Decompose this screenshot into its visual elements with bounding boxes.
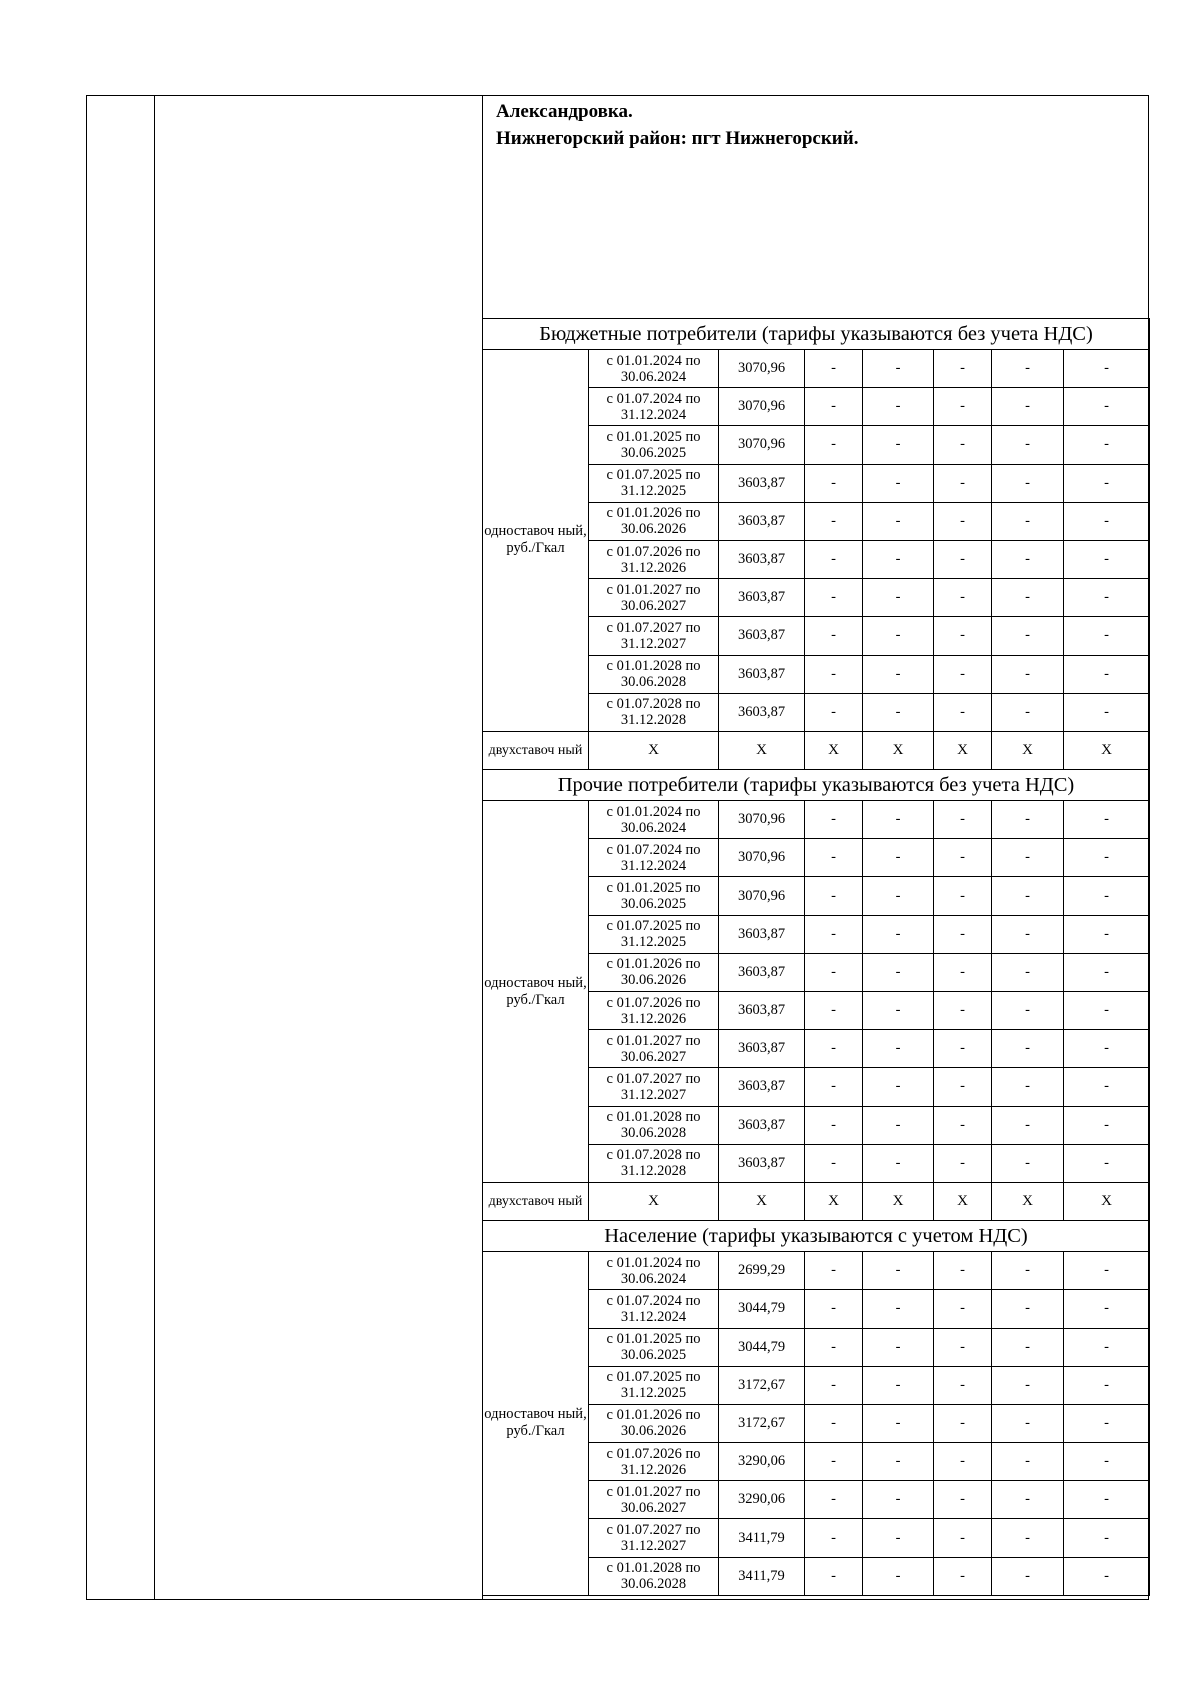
empty-dash-cell: - — [863, 1030, 934, 1068]
empty-dash-cell: - — [805, 1290, 863, 1328]
not-applicable-cell: Х — [719, 731, 805, 769]
empty-dash-cell: - — [1064, 1144, 1150, 1182]
empty-dash-cell: - — [805, 693, 863, 731]
not-applicable-cell: Х — [805, 1182, 863, 1220]
empty-dash-cell: - — [863, 839, 934, 877]
empty-dash-cell: - — [934, 1252, 992, 1290]
period-cell: с 01.07.2028 по 31.12.2028 — [589, 693, 719, 731]
empty-dash-cell: - — [805, 1443, 863, 1481]
empty-dash-cell: - — [934, 540, 992, 578]
empty-dash-cell: - — [934, 388, 992, 426]
empty-dash-cell: - — [805, 617, 863, 655]
empty-dash-cell: - — [1064, 655, 1150, 693]
tariff-type-two-part: двухставоч ный — [483, 731, 589, 769]
period-cell: с 01.01.2024 по 30.06.2024 — [589, 350, 719, 388]
empty-dash-cell: - — [805, 1557, 863, 1595]
period-cell: с 01.01.2025 по 30.06.2025 — [589, 1328, 719, 1366]
tariff-value-cell: 3603,87 — [719, 1030, 805, 1068]
table-row — [483, 801, 1150, 839]
empty-dash-cell: - — [992, 540, 1064, 578]
empty-dash-cell: - — [805, 1481, 863, 1519]
empty-dash-cell: - — [934, 1481, 992, 1519]
empty-dash-cell: - — [805, 1519, 863, 1557]
table-row — [483, 1252, 1150, 1290]
empty-dash-cell: - — [863, 1252, 934, 1290]
period-cell: с 01.01.2028 по 30.06.2028 — [589, 1557, 719, 1595]
empty-dash-cell: - — [805, 877, 863, 915]
empty-dash-cell: - — [863, 1106, 934, 1144]
empty-dash-cell: - — [863, 1328, 934, 1366]
empty-dash-cell: - — [992, 617, 1064, 655]
empty-dash-cell: - — [1064, 1443, 1150, 1481]
empty-dash-cell: - — [992, 1443, 1064, 1481]
tariff-value-cell: 3070,96 — [719, 426, 805, 464]
empty-dash-cell: - — [805, 655, 863, 693]
empty-dash-cell: - — [805, 426, 863, 464]
empty-dash-cell: - — [992, 839, 1064, 877]
tariff-value-cell: 3603,87 — [719, 617, 805, 655]
empty-dash-cell: - — [863, 388, 934, 426]
tariff-value-cell: 3044,79 — [719, 1328, 805, 1366]
empty-dash-cell: - — [805, 1106, 863, 1144]
empty-dash-cell: - — [1064, 617, 1150, 655]
section-header-row — [483, 319, 1150, 350]
empty-dash-cell: - — [863, 540, 934, 578]
period-cell: с 01.01.2024 по 30.06.2024 — [589, 801, 719, 839]
period-cell: с 01.01.2025 по 30.06.2025 — [589, 877, 719, 915]
empty-dash-cell: - — [805, 915, 863, 953]
empty-dash-cell: - — [992, 464, 1064, 502]
period-cell: с 01.01.2025 по 30.06.2025 — [589, 426, 719, 464]
empty-dash-cell: - — [805, 1366, 863, 1404]
empty-dash-cell: - — [992, 579, 1064, 617]
empty-dash-cell: - — [934, 1106, 992, 1144]
period-cell: с 01.07.2024 по 31.12.2024 — [589, 839, 719, 877]
not-applicable-cell: Х — [589, 1182, 719, 1220]
empty-dash-cell: - — [934, 1443, 992, 1481]
tariff-value-cell: 3603,87 — [719, 992, 805, 1030]
empty-dash-cell: - — [805, 1068, 863, 1106]
period-cell: с 01.07.2026 по 31.12.2026 — [589, 992, 719, 1030]
empty-dash-cell: - — [863, 655, 934, 693]
period-cell: с 01.07.2024 по 31.12.2024 — [589, 1290, 719, 1328]
tariff-value-cell: 3603,87 — [719, 693, 805, 731]
empty-dash-cell: - — [934, 801, 992, 839]
empty-dash-cell: - — [992, 953, 1064, 991]
header-line-1: Александровка. — [496, 101, 633, 122]
empty-dash-cell: - — [863, 1290, 934, 1328]
period-cell: с 01.07.2027 по 31.12.2027 — [589, 617, 719, 655]
empty-dash-cell: - — [863, 1144, 934, 1182]
empty-dash-cell: - — [863, 992, 934, 1030]
empty-dash-cell: - — [992, 915, 1064, 953]
empty-dash-cell: - — [992, 801, 1064, 839]
empty-dash-cell: - — [992, 350, 1064, 388]
empty-dash-cell: - — [805, 1328, 863, 1366]
empty-dash-cell: - — [992, 1030, 1064, 1068]
period-cell: с 01.07.2027 по 31.12.2027 — [589, 1519, 719, 1557]
tariff-type-one-part: одноставоч ный, руб./Гкал — [483, 1252, 589, 1596]
section-title: Прочие потребители (тарифы указываются без учета НДС) — [483, 770, 1150, 801]
tariff-value-cell: 3603,87 — [719, 1144, 805, 1182]
empty-dash-cell: - — [805, 540, 863, 578]
tariff-value-cell: 3603,87 — [719, 579, 805, 617]
empty-dash-cell: - — [934, 426, 992, 464]
two-part-row — [483, 731, 1150, 769]
empty-dash-cell: - — [805, 1030, 863, 1068]
tariff-value-cell: 3172,67 — [719, 1404, 805, 1442]
not-applicable-cell: Х — [719, 1182, 805, 1220]
period-cell: с 01.07.2026 по 31.12.2026 — [589, 1443, 719, 1481]
tariff-value-cell: 3070,96 — [719, 801, 805, 839]
empty-dash-cell: - — [863, 693, 934, 731]
empty-dash-cell: - — [934, 839, 992, 877]
empty-dash-cell: - — [805, 992, 863, 1030]
empty-dash-cell: - — [1064, 693, 1150, 731]
tariff-value-cell: 3603,87 — [719, 1068, 805, 1106]
not-applicable-cell: Х — [934, 1182, 992, 1220]
tariff-value-cell: 3603,87 — [719, 1106, 805, 1144]
empty-dash-cell: - — [1064, 839, 1150, 877]
empty-dash-cell: - — [934, 915, 992, 953]
empty-dash-cell: - — [992, 1328, 1064, 1366]
empty-dash-cell: - — [1064, 1481, 1150, 1519]
period-cell: с 01.01.2027 по 30.06.2027 — [589, 1481, 719, 1519]
empty-dash-cell: - — [863, 1404, 934, 1442]
empty-dash-cell: - — [863, 426, 934, 464]
empty-dash-cell: - — [934, 1328, 992, 1366]
tariff-value-cell: 3070,96 — [719, 839, 805, 877]
empty-dash-cell: - — [1064, 915, 1150, 953]
period-cell: с 01.07.2026 по 31.12.2026 — [589, 540, 719, 578]
empty-dash-cell: - — [805, 388, 863, 426]
not-applicable-cell: Х — [934, 731, 992, 769]
tariff-value-cell: 3411,79 — [719, 1519, 805, 1557]
empty-dash-cell: - — [805, 839, 863, 877]
section-header-row — [483, 770, 1150, 801]
period-cell: с 01.07.2025 по 31.12.2025 — [589, 464, 719, 502]
section-title: Бюджетные потребители (тарифы указываются без учета НДС) — [483, 319, 1150, 350]
tariff-value-cell: 3070,96 — [719, 388, 805, 426]
empty-dash-cell: - — [863, 1068, 934, 1106]
tariff-value-cell: 3070,96 — [719, 350, 805, 388]
empty-dash-cell: - — [1064, 1366, 1150, 1404]
empty-dash-cell: - — [863, 579, 934, 617]
empty-dash-cell: - — [863, 801, 934, 839]
period-cell: с 01.01.2027 по 30.06.2027 — [589, 579, 719, 617]
tariff-type-two-part: двухставоч ный — [483, 1182, 589, 1220]
period-cell: с 01.01.2027 по 30.06.2027 — [589, 1030, 719, 1068]
empty-dash-cell: - — [1064, 388, 1150, 426]
empty-dash-cell: - — [992, 1068, 1064, 1106]
empty-dash-cell: - — [992, 1290, 1064, 1328]
tariff-value-cell: 3044,79 — [719, 1290, 805, 1328]
empty-dash-cell: - — [934, 693, 992, 731]
empty-dash-cell: - — [1064, 1290, 1150, 1328]
empty-dash-cell: - — [934, 1366, 992, 1404]
empty-dash-cell: - — [1064, 801, 1150, 839]
empty-dash-cell: - — [1064, 1106, 1150, 1144]
empty-dash-cell: - — [805, 464, 863, 502]
header-line-2: Нижнегорский район: пгт Нижнегорский. — [496, 128, 859, 149]
section-title: Население (тарифы указываются с учетом НДС) — [483, 1221, 1150, 1252]
empty-dash-cell: - — [934, 502, 992, 540]
period-cell: с 01.07.2024 по 31.12.2024 — [589, 388, 719, 426]
not-applicable-cell: Х — [805, 731, 863, 769]
empty-dash-cell: - — [934, 1404, 992, 1442]
tariff-type-one-part: одноставоч ный, руб./Гкал — [483, 801, 589, 1183]
empty-dash-cell: - — [992, 655, 1064, 693]
empty-dash-cell: - — [863, 617, 934, 655]
empty-dash-cell: - — [992, 693, 1064, 731]
empty-dash-cell: - — [1064, 953, 1150, 991]
empty-dash-cell: - — [1064, 1557, 1150, 1595]
empty-dash-cell: - — [992, 1481, 1064, 1519]
empty-dash-cell: - — [805, 801, 863, 839]
empty-dash-cell: - — [1064, 426, 1150, 464]
empty-dash-cell: - — [934, 1519, 992, 1557]
empty-dash-cell: - — [934, 350, 992, 388]
empty-dash-cell: - — [805, 953, 863, 991]
tariff-value-cell: 3603,87 — [719, 915, 805, 953]
empty-dash-cell: - — [934, 655, 992, 693]
two-part-row — [483, 1182, 1150, 1220]
tariff-value-cell: 3070,96 — [719, 877, 805, 915]
empty-dash-cell: - — [1064, 1252, 1150, 1290]
period-cell: с 01.07.2028 по 31.12.2028 — [589, 1144, 719, 1182]
empty-dash-cell: - — [992, 1144, 1064, 1182]
empty-dash-cell: - — [934, 877, 992, 915]
empty-dash-cell: - — [1064, 540, 1150, 578]
tariff-value-cell: 3603,87 — [719, 655, 805, 693]
empty-dash-cell: - — [992, 877, 1064, 915]
empty-dash-cell: - — [934, 1144, 992, 1182]
tariff-value-cell: 3603,87 — [719, 540, 805, 578]
empty-dash-cell: - — [992, 1519, 1064, 1557]
empty-dash-cell: - — [863, 1519, 934, 1557]
empty-dash-cell: - — [992, 1252, 1064, 1290]
empty-dash-cell: - — [1064, 1404, 1150, 1442]
not-applicable-cell: Х — [863, 731, 934, 769]
period-cell: с 01.01.2028 по 30.06.2028 — [589, 1106, 719, 1144]
period-cell: с 01.01.2026 по 30.06.2026 — [589, 1404, 719, 1442]
tariff-value-cell: 3603,87 — [719, 953, 805, 991]
empty-dash-cell: - — [1064, 1328, 1150, 1366]
empty-dash-cell: - — [934, 1030, 992, 1068]
empty-dash-cell: - — [992, 388, 1064, 426]
period-cell: с 01.01.2026 по 30.06.2026 — [589, 502, 719, 540]
empty-dash-cell: - — [863, 877, 934, 915]
column-divider-1 — [154, 96, 155, 1599]
empty-dash-cell: - — [805, 350, 863, 388]
period-cell: с 01.01.2026 по 30.06.2026 — [589, 953, 719, 991]
empty-dash-cell: - — [863, 915, 934, 953]
empty-dash-cell: - — [863, 1481, 934, 1519]
period-cell: с 01.07.2025 по 31.12.2025 — [589, 915, 719, 953]
empty-dash-cell: - — [863, 1366, 934, 1404]
empty-dash-cell: - — [1064, 464, 1150, 502]
period-cell: с 01.07.2025 по 31.12.2025 — [589, 1366, 719, 1404]
empty-dash-cell: - — [1064, 1068, 1150, 1106]
empty-dash-cell: - — [934, 1068, 992, 1106]
not-applicable-cell: Х — [992, 731, 1064, 769]
empty-dash-cell: - — [934, 1557, 992, 1595]
empty-dash-cell: - — [805, 579, 863, 617]
empty-dash-cell: - — [934, 617, 992, 655]
empty-dash-cell: - — [1064, 502, 1150, 540]
empty-dash-cell: - — [863, 1557, 934, 1595]
empty-dash-cell: - — [805, 1404, 863, 1442]
empty-dash-cell: - — [992, 992, 1064, 1030]
empty-dash-cell: - — [992, 1557, 1064, 1595]
tariff-value-cell: 3603,87 — [719, 502, 805, 540]
empty-dash-cell: - — [1064, 1519, 1150, 1557]
not-applicable-cell: Х — [1064, 1182, 1150, 1220]
tariff-value-cell: 3603,87 — [719, 464, 805, 502]
empty-dash-cell: - — [992, 1366, 1064, 1404]
empty-dash-cell: - — [805, 1252, 863, 1290]
empty-dash-cell: - — [934, 579, 992, 617]
tariff-table — [482, 318, 1150, 1596]
empty-dash-cell: - — [1064, 992, 1150, 1030]
empty-dash-cell: - — [934, 992, 992, 1030]
header-block — [496, 98, 1136, 152]
tariff-value-cell: 3172,67 — [719, 1366, 805, 1404]
empty-dash-cell: - — [1064, 579, 1150, 617]
empty-dash-cell: - — [934, 953, 992, 991]
not-applicable-cell: Х — [863, 1182, 934, 1220]
table-row — [483, 350, 1150, 388]
empty-dash-cell: - — [863, 502, 934, 540]
tariff-value-cell: 3411,79 — [719, 1557, 805, 1595]
empty-dash-cell: - — [863, 350, 934, 388]
not-applicable-cell: Х — [1064, 731, 1150, 769]
empty-dash-cell: - — [992, 1106, 1064, 1144]
empty-dash-cell: - — [805, 502, 863, 540]
tariff-value-cell: 3290,06 — [719, 1443, 805, 1481]
empty-dash-cell: - — [1064, 877, 1150, 915]
period-cell: с 01.01.2024 по 30.06.2024 — [589, 1252, 719, 1290]
empty-dash-cell: - — [805, 1144, 863, 1182]
not-applicable-cell: Х — [992, 1182, 1064, 1220]
empty-dash-cell: - — [992, 502, 1064, 540]
period-cell: с 01.07.2027 по 31.12.2027 — [589, 1068, 719, 1106]
empty-dash-cell: - — [992, 1404, 1064, 1442]
period-cell: с 01.01.2028 по 30.06.2028 — [589, 655, 719, 693]
empty-dash-cell: - — [992, 426, 1064, 464]
empty-dash-cell: - — [863, 953, 934, 991]
not-applicable-cell: Х — [589, 731, 719, 769]
section-header-row — [483, 1221, 1150, 1252]
empty-dash-cell: - — [1064, 350, 1150, 388]
empty-dash-cell: - — [934, 1290, 992, 1328]
empty-dash-cell: - — [934, 464, 992, 502]
tariff-type-one-part: одноставоч ный, руб./Гкал — [483, 350, 589, 732]
tariff-value-cell: 2699,29 — [719, 1252, 805, 1290]
empty-dash-cell: - — [863, 464, 934, 502]
empty-dash-cell: - — [863, 1443, 934, 1481]
tariff-value-cell: 3290,06 — [719, 1481, 805, 1519]
empty-dash-cell: - — [1064, 1030, 1150, 1068]
